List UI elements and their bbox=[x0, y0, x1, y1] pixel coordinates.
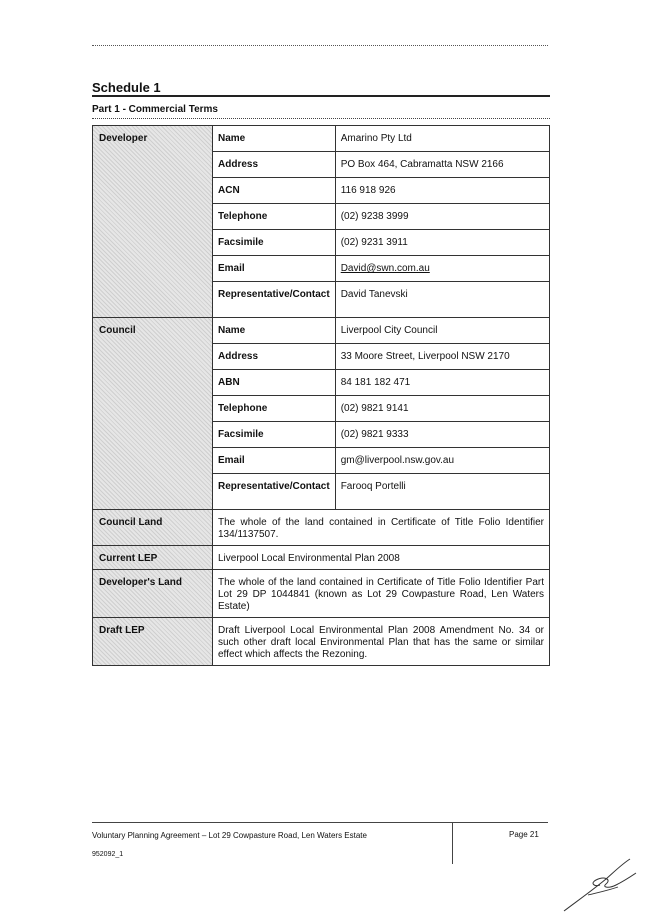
document-reference: 952092_1 bbox=[92, 851, 124, 858]
council-telephone-value: (02) 9821 9141 bbox=[335, 396, 549, 422]
table-row bbox=[93, 570, 550, 618]
developer-name-label: Name bbox=[213, 126, 336, 152]
council-name-label: Name bbox=[213, 318, 336, 344]
developer-email-cell bbox=[335, 256, 549, 282]
council-address-label: Address bbox=[213, 344, 336, 370]
developer-email-link[interactable]: David@swn.com.au bbox=[340, 263, 430, 274]
part-rule bbox=[92, 118, 550, 119]
council-telephone-label: Telephone bbox=[213, 396, 336, 422]
developer-acn-label: ACN bbox=[213, 178, 336, 204]
council-contact-label: Representative/Contact bbox=[213, 474, 336, 510]
part-title: Part 1 - Commercial Terms bbox=[92, 104, 218, 115]
developer-telephone-label: Telephone bbox=[213, 204, 336, 230]
developer-telephone-value: (02) 9238 3999 bbox=[335, 204, 549, 230]
title-rule bbox=[92, 95, 550, 97]
footer-title: Voluntary Planning Agreement – Lot 29 Cowpasture Road, Len Waters Estate bbox=[92, 831, 367, 840]
current-lep-label: Current LEP bbox=[93, 546, 213, 570]
council-facsimile-label: Facsimile bbox=[213, 422, 336, 448]
council-land-label: Council Land bbox=[93, 510, 213, 546]
schedule-title: Schedule 1 bbox=[92, 80, 161, 95]
table-row bbox=[93, 318, 550, 344]
draft-lep-label: Draft LEP bbox=[93, 618, 213, 666]
council-email-label: Email bbox=[213, 448, 336, 474]
council-abn-value: 84 181 182 471 bbox=[335, 370, 549, 396]
table-row bbox=[93, 546, 550, 570]
council-contact-value: Farooq Portelli bbox=[335, 474, 549, 510]
commercial-terms-table bbox=[92, 125, 550, 666]
council-label: Council bbox=[93, 318, 213, 510]
developer-label: Developer bbox=[93, 126, 213, 318]
council-abn-label: ABN bbox=[213, 370, 336, 396]
draft-lep-value: Draft Liverpool Local Environmental Plan 2008 Amendment No. 34 or such other draft local Environmental Plan that has the same or similar effect which affects the Rezoning. bbox=[213, 618, 550, 666]
footer-divider bbox=[452, 822, 453, 864]
developer-acn-value: 116 918 926 bbox=[335, 178, 549, 204]
table-row bbox=[93, 126, 550, 152]
developer-facsimile-label: Facsimile bbox=[213, 230, 336, 256]
developers-land-value: The whole of the land contained in Certificate of Title Folio Identifier Part Lot 29 DP 1044841 (known as Lot 29 Cowpasture Road, Len Waters Estate) bbox=[213, 570, 550, 618]
developers-land-label: Developer's Land bbox=[93, 570, 213, 618]
top-rule bbox=[92, 45, 548, 46]
developer-facsimile-value: (02) 9231 3911 bbox=[335, 230, 549, 256]
developer-name-value: Amarino Pty Ltd bbox=[335, 126, 549, 152]
signature bbox=[560, 855, 640, 913]
council-email-value: gm@liverpool.nsw.gov.au bbox=[335, 448, 549, 474]
developer-address-label: Address bbox=[213, 152, 336, 178]
developer-contact-value: David Tanevski bbox=[335, 282, 549, 318]
developer-contact-label: Representative/Contact bbox=[213, 282, 336, 318]
current-lep-value: Liverpool Local Environmental Plan 2008 bbox=[213, 546, 550, 570]
council-land-value: The whole of the land contained in Certificate of Title Folio Identifier 134/1137507. bbox=[213, 510, 550, 546]
footer-rule bbox=[92, 822, 548, 823]
developer-address-value: PO Box 464, Cabramatta NSW 2166 bbox=[335, 152, 549, 178]
council-facsimile-value: (02) 9821 9333 bbox=[335, 422, 549, 448]
developer-email-label: Email bbox=[213, 256, 336, 282]
table-row bbox=[93, 510, 550, 546]
council-address-value: 33 Moore Street, Liverpool NSW 2170 bbox=[335, 344, 549, 370]
council-name-value: Liverpool City Council bbox=[335, 318, 549, 344]
page-number: Page 21 bbox=[509, 830, 539, 839]
table-row bbox=[93, 618, 550, 666]
